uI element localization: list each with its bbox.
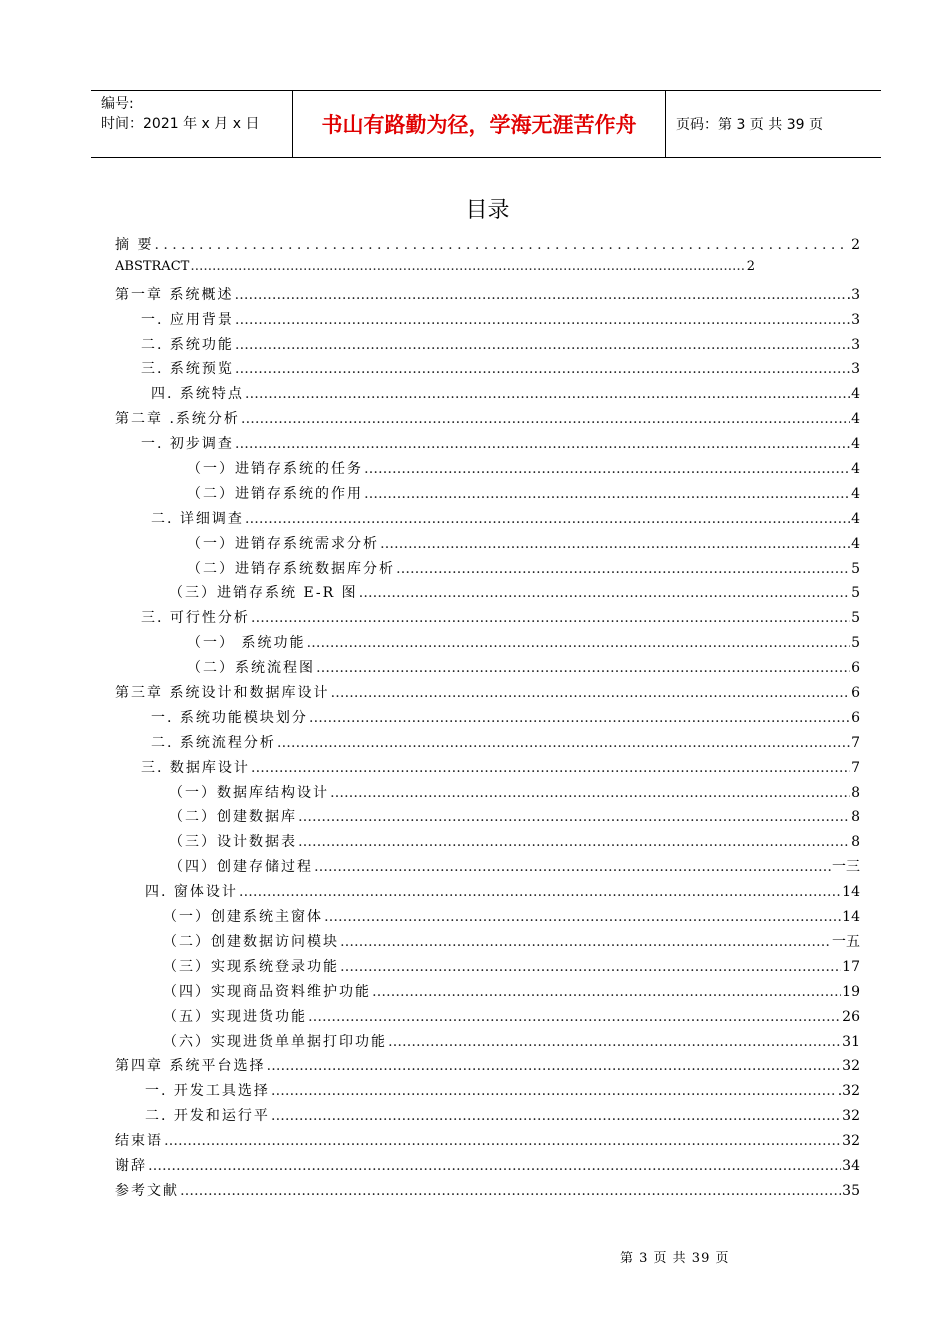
toc-leader-dots (251, 760, 850, 776)
toc-leader-dots (380, 536, 850, 552)
toc-entry-page: 6 (851, 660, 860, 677)
toc-entry (115, 458, 860, 483)
toc-entry (115, 383, 860, 408)
toc-leader-dots (340, 959, 841, 975)
toc-leader-dots (251, 610, 850, 626)
toc-entry-label: 二. 系统功能 (141, 336, 234, 353)
toc-leader-dots (164, 1133, 841, 1149)
table-of-contents (115, 234, 860, 1205)
toc-leader-dots (359, 585, 850, 601)
toc-entry-page: 3 (851, 336, 860, 353)
toc-entry-label: 二. 详细调查 (151, 510, 244, 527)
toc-entry-page: 一五 (832, 933, 860, 950)
toc-entry-page: 32 (842, 1133, 860, 1150)
toc-entry-label: 三. 数据库设计 (141, 759, 250, 776)
toc-entry-page: 3 (851, 361, 860, 378)
toc-entry (115, 632, 860, 657)
toc-entry-page: .3 (846, 286, 860, 303)
toc-entry-page: 35 (842, 1182, 860, 1199)
toc-entry-page: 3 (851, 311, 860, 328)
toc-entry (115, 558, 860, 583)
toc-entry-page: 5 (851, 585, 860, 602)
toc-entry-page: 6 (851, 685, 860, 702)
toc-entry (115, 732, 860, 757)
toc-entry-label: （一）创建系统主窗体 (163, 909, 323, 926)
toc-entry-label: 第三章 系统设计和数据库设计 (115, 685, 330, 702)
toc-entry-label: 一. 初步调查 (141, 436, 234, 453)
toc-entry (115, 533, 860, 558)
toc-entry-label: （二）创建数据库 (169, 809, 297, 826)
toc-leader-dots (364, 486, 850, 502)
toc-entry-label: 二. 开发和运行平 (145, 1108, 270, 1125)
toc-entry (115, 358, 860, 383)
toc-entry-label: 三. 系统预览 (141, 361, 234, 378)
toc-entry-page: 19 (842, 983, 860, 1000)
toc-leader-dots (148, 1158, 841, 1174)
toc-leader-dots (235, 337, 850, 353)
toc-entry (115, 259, 755, 284)
toc-entry-page: 2 (746, 258, 755, 274)
toc-entry-label: （六）实现进货单单据打印功能 (163, 1033, 387, 1050)
toc-entry-label: 谢辞 (115, 1157, 147, 1174)
toc-entry-page: 8 (851, 834, 860, 851)
toc-leader-dots (235, 312, 850, 328)
toc-entry-label: （二）进销存系统数据库分析 (187, 560, 395, 577)
toc-entry (115, 1055, 860, 1080)
toc-entry-label: （二）创建数据访问模块 (163, 933, 339, 950)
toc-entry-label: （三）实现系统登录功能 (163, 958, 339, 975)
toc-leader-dots (330, 685, 850, 701)
toc-leader-dots (234, 287, 845, 303)
toc-entry-page: 5 (851, 610, 860, 627)
toc-entry (115, 956, 860, 981)
toc-entry-label: 一. 系统功能模块划分 (151, 709, 308, 726)
toc-leader-dots (235, 361, 850, 377)
toc-leader-dots (314, 859, 831, 875)
toc-leader-dots (330, 785, 850, 801)
toc-entry-label: （四）创建存储过程 (169, 859, 313, 876)
toc-entry-page: 32 (842, 1058, 860, 1075)
toc-leader-dots (364, 461, 850, 477)
header-number-label: 编号: (101, 96, 134, 112)
toc-entry-page: 8 (851, 784, 860, 801)
toc-entry-page: 8 (851, 809, 860, 826)
toc-entry (115, 582, 860, 607)
header-left-cell (91, 91, 293, 157)
toc-entry-label: （一） 系统功能 (187, 635, 306, 652)
toc-entry (115, 782, 860, 807)
toc-leader-dots (308, 1009, 841, 1025)
toc-entry (115, 433, 860, 458)
toc-entry-page: 4 (851, 535, 860, 552)
toc-entry (115, 284, 860, 309)
toc-entry-label: （四）实现商品资料维护功能 (163, 983, 371, 1000)
toc-entry-page: 7 (851, 759, 860, 776)
toc-entry-label: 一. 应用背景 (141, 311, 234, 328)
toc-entry-page: 5 (851, 560, 860, 577)
toc-entry (115, 1080, 860, 1105)
toc-leader-dots (316, 660, 850, 676)
toc-leader-dots (245, 386, 850, 402)
toc-leader-dots (340, 934, 831, 950)
toc-leader-dots (245, 511, 850, 527)
toc-entry-page: 4 (851, 461, 860, 478)
toc-entry-label: 四. 系统特点 (151, 386, 244, 403)
toc-entry-label: （一）进销存系统需求分析 (187, 535, 379, 552)
toc-entry (115, 707, 860, 732)
toc-entry (115, 1155, 860, 1180)
page-footer: 第 3 页 共 39 页 (620, 1251, 730, 1266)
toc-entry-page: 4 (851, 485, 860, 502)
toc-entry-label: 一. 开发工具选择 (145, 1083, 270, 1100)
toc-entry-page: 4 (851, 510, 860, 527)
toc-leader-dots (266, 1058, 841, 1074)
toc-entry (115, 309, 860, 334)
toc-entry (115, 806, 860, 831)
page-header (91, 90, 881, 158)
toc-entry (115, 483, 860, 508)
toc-leader-dots (271, 1083, 837, 1099)
toc-entry-page: 14 (842, 884, 860, 901)
toc-leader-dots (239, 884, 841, 900)
toc-entry (115, 408, 860, 433)
toc-entry (115, 334, 860, 359)
toc-entry-label: （五）实现进货功能 (163, 1008, 307, 1025)
toc-leader-dots (309, 710, 850, 726)
toc-entry-label: 第一章 系统概述 (115, 286, 234, 303)
toc-entry-page: 5 (851, 635, 860, 652)
toc-entry (115, 981, 860, 1006)
toc-entry-label: （二）系统流程图 (187, 660, 315, 677)
toc-entry-label: 摘 要 (115, 237, 154, 253)
toc-entry-page: 6 (851, 709, 860, 726)
toc-entry-page: 7 (851, 734, 860, 751)
toc-entry (115, 234, 860, 259)
toc-entry-page: 4 (851, 386, 860, 403)
toc-entry (115, 831, 860, 856)
toc-entry-page: 4 (851, 411, 860, 428)
toc-leader-dots (235, 436, 850, 452)
toc-entry-label: ABSTRACT (115, 258, 190, 274)
toc-entry (115, 906, 860, 931)
toc-entry (115, 881, 860, 906)
toc-leader-dots (180, 1183, 841, 1199)
toc-leader-dots (298, 809, 850, 825)
toc-entry-page: 14 (842, 909, 860, 926)
toc-leader-dots (372, 984, 841, 1000)
toc-entry (115, 1130, 860, 1155)
toc-entry-label: 参考文献 (115, 1182, 179, 1199)
toc-entry-label: （一）数据库结构设计 (169, 784, 329, 801)
toc-entry-label: 第二章 .系统分析 (115, 411, 240, 428)
toc-entry (115, 757, 860, 782)
toc-entry-label: （三）设计数据表 (169, 834, 297, 851)
toc-entry-label: 第四章 系统平台选择 (115, 1058, 266, 1075)
toc-entry (115, 856, 860, 881)
toc-leader-dots (277, 735, 850, 751)
toc-leader-dots (306, 635, 850, 651)
toc-entry-label: （一）进销存系统的任务 (187, 461, 363, 478)
toc-leader-dots (154, 237, 850, 253)
toc-entry (115, 682, 860, 707)
toc-entry (115, 1006, 860, 1031)
toc-entry (115, 607, 860, 632)
toc-leader-dots (396, 561, 850, 577)
toc-entry-label: 四. 窗体设计 (145, 884, 238, 901)
toc-leader-dots (298, 834, 850, 850)
toc-leader-dots (241, 411, 850, 427)
toc-leader-dots (271, 1108, 841, 1124)
toc-entry-page: 34 (842, 1157, 860, 1174)
toc-entry-page: 2 (851, 237, 860, 253)
toc-entry-label: 三. 可行性分析 (141, 610, 250, 627)
header-time-label: 时间：2021 年 x 月 x 日 (101, 116, 260, 132)
toc-entry-page: 一三 (832, 859, 860, 876)
toc-entry-page: 17 (842, 958, 860, 975)
toc-leader-dots (324, 909, 841, 925)
toc-entry-label: （二）进销存系统的作用 (187, 485, 363, 502)
toc-entry-page: .32 (837, 1083, 860, 1100)
toc-entry (115, 508, 860, 533)
toc-title: 目录 (465, 198, 510, 223)
toc-entry-page: 4 (851, 436, 860, 453)
toc-leader-dots (388, 1034, 841, 1050)
toc-entry-label: 二. 系统流程分析 (151, 734, 276, 751)
toc-entry-page: 26 (842, 1008, 860, 1025)
header-motto: 书山有路勤为径，学海无涯苦作舟 (293, 91, 666, 157)
header-page-info: 页码：第 3 页 共 39 页 (676, 117, 823, 133)
toc-entry-page: 31 (842, 1033, 860, 1050)
toc-leader-dots (190, 259, 745, 274)
toc-entry-label: （三）进销存系统 E-R 图 (169, 585, 358, 602)
toc-entry (115, 657, 860, 682)
toc-entry (115, 931, 860, 956)
toc-entry (115, 1180, 860, 1205)
toc-entry-page: 32 (842, 1108, 860, 1125)
toc-entry-label: 结束语 (115, 1133, 163, 1150)
toc-entry (115, 1031, 860, 1056)
toc-entry (115, 1105, 860, 1130)
